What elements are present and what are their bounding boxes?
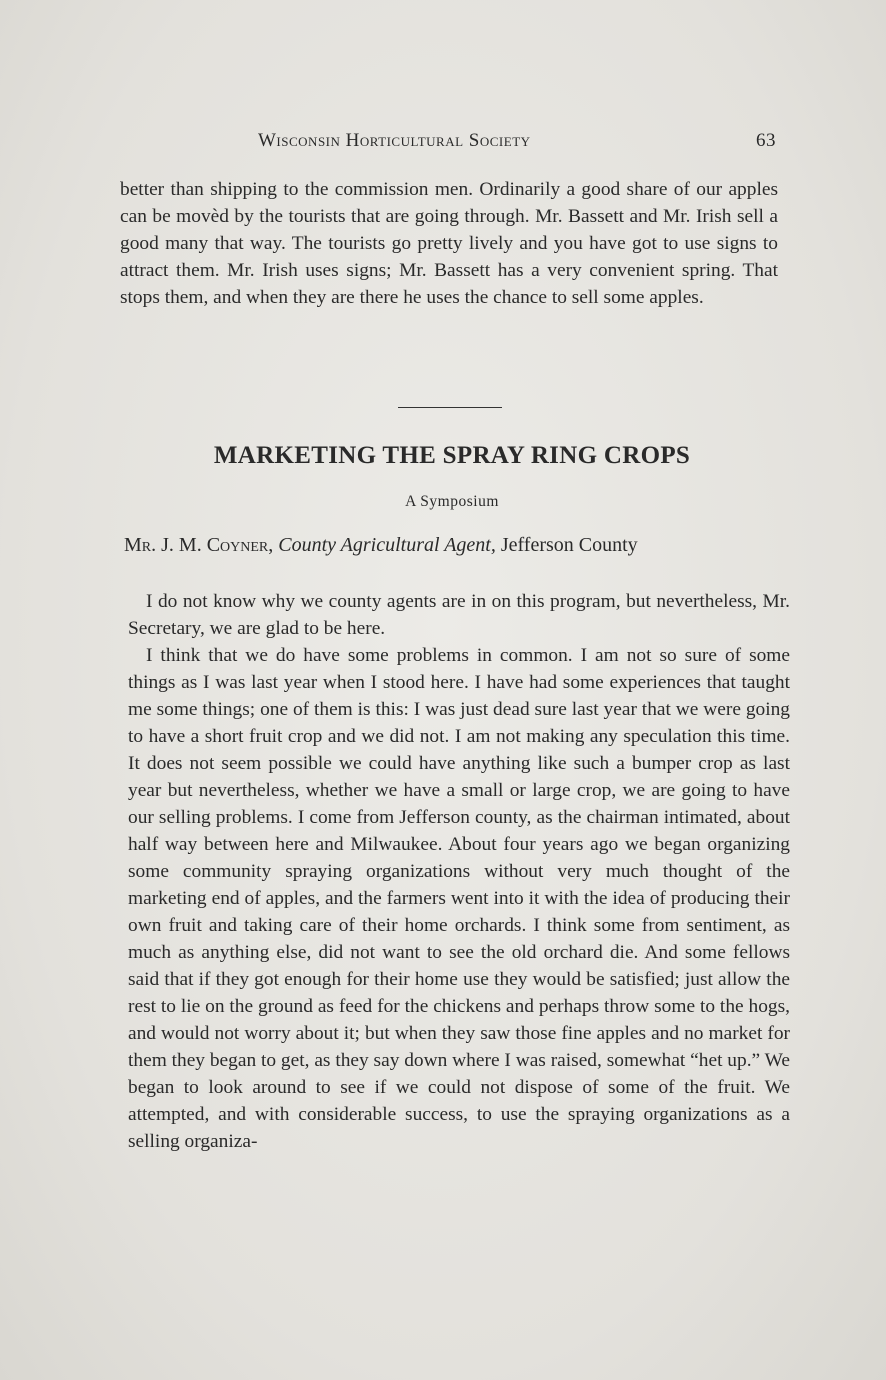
body-paragraph: I think that we do have some problems in common. I am not so sure of some things as I was last year when I stood here. I have had some experiences that taught me some things; one of them is this: I was just dead sure last year that we were going to have a short fruit crop and we did not. I am not making any speculation this time. It does not seem possible we could have anything like such a bumper crop as last year but nevertheless, whether we have a small or large crop, we are going to have our selling problems. I come from Jefferson county, as the chairman intimated, about half way between here and Milwaukee. About four years ago we began organizing some community spraying organizations without very much thought of the marketing end of apples, and the farmers went into it with the idea of producing their own fruit and taking care of their home orchards. I think some from sentiment, as much as anything else, did not want to see the old orchard die. And some fellows said that if they got enough for their home use they would be satisfied; just allow the rest to lie on the ground as feed for the chickens and perhaps throw some to the hogs, and would not worry about it; but when they saw those fine apples and no market for them they began to get, as they say down where I was raised, somewhat “het up.” We began to look around to see if we could not dispose of some of the fruit. We attempted, and with considerable success, to use the spraying organizations as a selling organiza- — [128, 645, 791, 1152]
article-title: MARKETING THE SPRAY RING CROPS — [213, 442, 691, 469]
page-number: 63 — [756, 130, 776, 151]
speaker-location: Jefferson County — [500, 534, 638, 556]
article-subtitle: A Symposium — [405, 493, 499, 510]
speaker-byline — [124, 534, 784, 557]
speaker-role: County Agricultural Agent, — [278, 534, 496, 556]
body-paragraph: I do not know why we county agents are in on this program, but nevertheless, Mr. Secretary, we are glad to be here. — [128, 591, 790, 639]
running-title: Wisconsin Horticultural Society — [258, 130, 531, 151]
top-paragraph: better than shipping to the commission men. Ordinarily a good share of our apples can be movèd by the tourists that are going through. Mr. Bassett and Mr. Irish sell a good many that way. The tourists go pretty lively and you have got to use signs to attract them. Mr. Irish uses signs; Mr. Bassett has a very convenient spring. That stops them, and when they are there he uses the chance to sell some apples. — [120, 179, 778, 308]
speaker-name: Mr. J. M. Coyner, — [124, 534, 274, 556]
section-divider — [398, 407, 502, 408]
